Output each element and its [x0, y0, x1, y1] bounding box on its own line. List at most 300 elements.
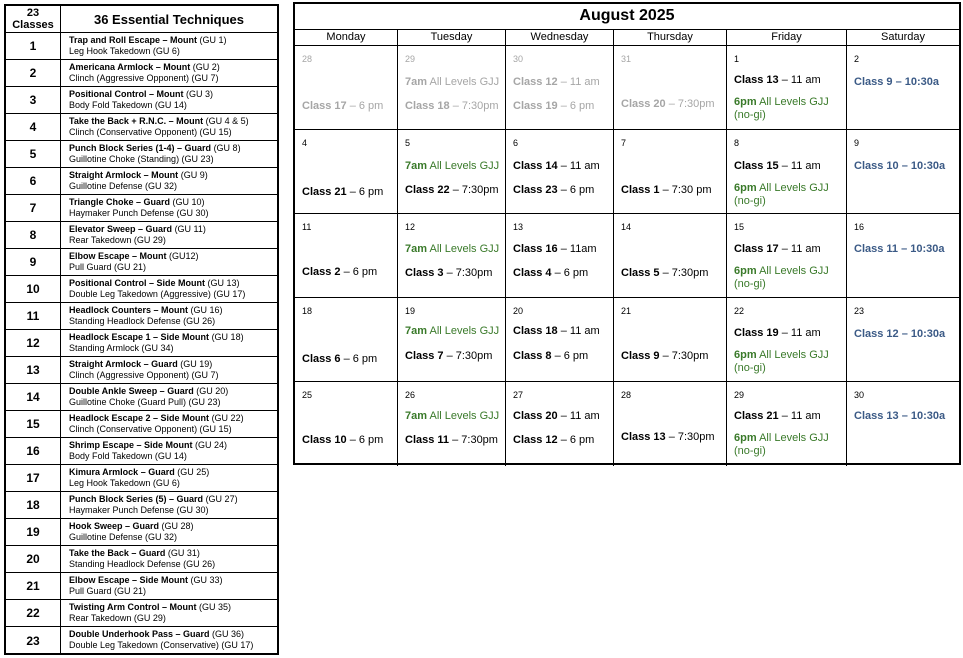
calendar-month-title: August 2025	[295, 4, 959, 30]
technique-row	[6, 492, 277, 519]
event-time: – 6 pm	[346, 186, 384, 198]
event-time: – 11 am	[557, 160, 600, 172]
calendar-day-cell	[506, 214, 614, 297]
technique-primary	[69, 413, 277, 424]
event-label: Class 22	[405, 184, 450, 196]
day-number: 30	[513, 54, 524, 64]
event-time: All Levels GJJ	[427, 410, 500, 422]
technique-class-number: 17	[6, 465, 61, 491]
technique-primary-name: Elbow Escape – Side Mount	[69, 575, 189, 585]
technique-primary-ref: (GU 9)	[180, 170, 208, 180]
calendar-event	[513, 350, 588, 363]
technique-primary	[69, 251, 277, 262]
technique-primary	[69, 89, 277, 100]
calendar-event	[405, 267, 492, 280]
event-time: – 11 am	[778, 74, 821, 86]
calendar-event	[302, 353, 377, 366]
technique-secondary: Pull Guard (GU 21)	[69, 262, 147, 272]
day-number: 9	[854, 138, 860, 148]
calendar-day-cell	[398, 298, 506, 381]
technique-text	[61, 60, 277, 86]
technique-class-number: 12	[6, 330, 61, 356]
day-number: 29	[734, 390, 745, 400]
technique-secondary: Haymaker Punch Defense (GU 30)	[69, 208, 209, 218]
technique-primary-ref: (GU 4 & 5)	[205, 116, 249, 126]
weekday-tuesday: Tuesday	[398, 30, 506, 45]
technique-class-number: 4	[6, 114, 61, 140]
calendar-day-cell	[614, 298, 727, 381]
calendar-event	[734, 96, 829, 109]
class-count-label: Classes	[12, 19, 54, 31]
day-number: 26	[405, 390, 416, 400]
day-number: 18	[302, 306, 313, 316]
technique-row	[6, 114, 277, 141]
technique-row	[6, 411, 277, 438]
calendar-event	[734, 278, 766, 291]
event-time: – 11 am	[778, 160, 821, 172]
technique-class-number: 13	[6, 357, 61, 383]
techniques-title: 36 Essential Techniques	[93, 11, 245, 27]
technique-text	[61, 114, 277, 140]
technique-primary	[69, 467, 277, 478]
calendar-event	[734, 445, 766, 458]
event-label: Class 15	[734, 160, 779, 172]
technique-secondary: Guillotine Defense (GU 32)	[69, 532, 178, 542]
calendar-day-cell	[506, 298, 614, 381]
technique-primary	[69, 62, 277, 73]
technique-primary	[69, 116, 277, 127]
technique-secondary: Standing Headlock Defense (GU 26)	[69, 316, 216, 326]
calendar-day-cell	[727, 298, 847, 381]
event-label: Class 9	[621, 350, 660, 362]
technique-row	[6, 438, 277, 465]
technique-primary-name: Headlock Escape 1 – Side Mount	[69, 332, 210, 342]
calendar-event	[513, 100, 594, 113]
event-time: – 10:30a	[892, 76, 940, 88]
technique-primary-name: Double Underhook Pass – Guard	[69, 629, 210, 639]
technique-primary-ref: (GU 13)	[207, 278, 240, 288]
calendar-event	[405, 243, 499, 256]
day-number: 4	[302, 138, 308, 148]
technique-secondary: Standing Armlock (GU 34)	[69, 343, 174, 353]
technique-class-number: 20	[6, 546, 61, 572]
technique-class-number: 5	[6, 141, 61, 167]
technique-row	[6, 330, 277, 357]
event-label: Class 4	[513, 267, 552, 279]
technique-primary-name: Double Ankle Sweep – Guard	[69, 386, 194, 396]
calendar-day-cell	[727, 46, 847, 129]
calendar-event	[513, 410, 600, 423]
day-number: 2	[854, 54, 860, 64]
technique-primary-ref: (GU 19)	[180, 359, 213, 369]
day-number: 12	[405, 222, 416, 232]
technique-primary-name: Elbow Escape – Mount	[69, 251, 167, 261]
calendar-event	[621, 267, 708, 280]
technique-secondary: Guillotine Choke (Standing) (GU 23)	[69, 154, 214, 164]
calendar-event	[734, 410, 821, 423]
technique-primary-ref: (GU 24)	[195, 440, 228, 450]
calendar-event	[513, 325, 600, 338]
technique-row	[6, 357, 277, 384]
technique-text	[61, 141, 277, 167]
calendar-day-cell	[398, 214, 506, 297]
day-number: 5	[405, 138, 411, 148]
event-label: Class 7	[405, 350, 444, 362]
technique-row	[6, 168, 277, 195]
event-label: Class 12	[513, 434, 558, 446]
calendar-day-cell	[506, 130, 614, 213]
techniques-rows	[6, 33, 277, 654]
event-time: – 7:30pm	[449, 434, 498, 446]
weekday-header	[295, 30, 959, 46]
event-time: – 6 pm	[557, 434, 595, 446]
weekday-saturday: Saturday	[880, 31, 926, 43]
technique-class-number: 3	[6, 87, 61, 113]
calendar-event	[734, 362, 766, 375]
event-label: Class 16	[513, 243, 558, 255]
day-number: 7	[621, 138, 627, 148]
calendar-event	[513, 434, 594, 447]
technique-row	[6, 222, 277, 249]
technique-row	[6, 33, 277, 60]
calendar-event	[854, 243, 945, 256]
technique-primary	[69, 386, 277, 397]
calendar-day-cell	[847, 298, 959, 381]
technique-class-number: 16	[6, 438, 61, 464]
calendar-event	[302, 100, 383, 113]
event-time: – 6 pm	[340, 353, 378, 365]
event-label: Class 23	[513, 184, 558, 196]
technique-primary-name: Kimura Armlock – Guard	[69, 467, 175, 477]
calendar-event	[854, 160, 945, 173]
event-label: Class 9	[854, 76, 893, 88]
technique-primary-ref: (GU 33)	[190, 575, 223, 585]
calendar-event	[734, 243, 821, 256]
day-number: 28	[621, 390, 632, 400]
day-number: 19	[405, 306, 416, 316]
calendar-day-cell	[295, 382, 398, 466]
calendar-day-cell	[295, 130, 398, 213]
event-time: All Levels GJJ	[756, 96, 829, 108]
event-label: Class 13	[854, 410, 899, 422]
technique-primary-ref: (GU 35)	[199, 602, 232, 612]
calendar-day-cell	[847, 130, 959, 213]
technique-row	[6, 60, 277, 87]
technique-primary-name: Twisting Arm Control – Mount	[69, 602, 197, 612]
technique-row	[6, 465, 277, 492]
event-label: Class 19	[513, 100, 558, 112]
event-label: Class 11	[854, 243, 899, 255]
event-label: 6pm	[734, 265, 757, 277]
calendar-event	[405, 350, 492, 363]
calendar-day-cell	[295, 214, 398, 297]
event-time: All Levels GJJ	[427, 76, 500, 88]
technique-primary-ref: (GU12)	[169, 251, 199, 261]
weekday-thursday: Thursday	[614, 30, 727, 45]
technique-secondary: Guillotine Defense (GU 32)	[69, 181, 178, 191]
technique-secondary: Body Fold Takedown (GU 14)	[69, 451, 187, 461]
event-label: 6pm	[734, 182, 757, 194]
event-label: Class 3	[405, 267, 444, 279]
event-label: Class 18	[405, 100, 450, 112]
technique-text	[61, 627, 277, 654]
technique-secondary: Rear Takedown (GU 29)	[69, 235, 166, 245]
technique-text	[61, 465, 277, 491]
event-time: – 7:30pm	[665, 431, 715, 443]
technique-primary	[69, 629, 277, 640]
event-time: – 7:30pm	[659, 267, 709, 279]
calendar-event	[734, 432, 829, 445]
day-number: 25	[302, 390, 313, 400]
technique-secondary: Standing Headlock Defense (GU 26)	[69, 559, 216, 569]
calendar-event	[405, 410, 499, 423]
event-time: – 7:30pm	[443, 350, 493, 362]
technique-primary	[69, 143, 277, 154]
event-label: Class 17	[302, 100, 347, 112]
event-label: 6pm	[734, 432, 757, 444]
techniques-table	[4, 4, 279, 655]
technique-primary-ref: (GU 8)	[213, 143, 241, 153]
technique-row	[6, 600, 277, 627]
day-number: 8	[734, 138, 740, 148]
event-label: Class 5	[621, 267, 660, 279]
technique-class-number: 19	[6, 519, 61, 545]
technique-secondary: Double Leg Takedown (Conservative) (GU 17)	[69, 640, 254, 650]
technique-primary	[69, 170, 277, 181]
technique-row	[6, 573, 277, 600]
technique-primary-name: Positional Control – Mount	[69, 89, 184, 99]
technique-primary-name: Take the Back + R.N.C. – Mount	[69, 116, 204, 126]
technique-text	[61, 33, 277, 59]
technique-secondary: Guillotine Choke (Guard Pull) (GU 23)	[69, 397, 221, 407]
technique-text	[61, 600, 277, 626]
technique-secondary: Rear Takedown (GU 29)	[69, 613, 166, 623]
calendar-day-cell	[847, 46, 959, 129]
event-time: – 6 pm	[551, 350, 589, 362]
technique-primary	[69, 359, 277, 370]
technique-secondary: Clinch (Conservative Opponent) (GU 15)	[69, 424, 232, 434]
calendar-weeks	[295, 46, 959, 466]
calendar-event	[405, 76, 499, 89]
technique-primary-ref: (GU 10)	[172, 197, 205, 207]
technique-text	[61, 222, 277, 248]
technique-primary-ref: (GU 2)	[192, 62, 220, 72]
technique-primary	[69, 494, 277, 505]
technique-primary	[69, 224, 277, 235]
day-number: 28	[302, 54, 313, 64]
weekday-monday: Monday	[295, 30, 398, 45]
technique-secondary: Clinch (Aggressive Opponent) (GU 7)	[69, 73, 219, 83]
technique-class-number: 22	[6, 600, 61, 626]
event-label: Class 12	[854, 328, 899, 340]
technique-primary-name: Straight Armlock – Mount	[69, 170, 179, 180]
technique-row	[6, 303, 277, 330]
technique-text	[61, 195, 277, 221]
event-label: Class 18	[513, 325, 558, 337]
technique-text	[61, 411, 277, 437]
technique-text	[61, 546, 277, 572]
day-number: 22	[734, 306, 745, 316]
technique-primary-name: Shrimp Escape – Side Mount	[69, 440, 193, 450]
day-number: 23	[854, 306, 865, 316]
technique-row	[6, 195, 277, 222]
technique-primary-name: Take the Back – Guard	[69, 548, 166, 558]
technique-primary-ref: (GU 36)	[212, 629, 245, 639]
event-label: 7am	[405, 160, 428, 172]
calendar-day-cell	[727, 214, 847, 297]
technique-secondary: Haymaker Punch Defense (GU 30)	[69, 505, 209, 515]
calendar-day-cell	[614, 130, 727, 213]
event-time: (no-gi)	[734, 278, 766, 290]
technique-secondary: Clinch (Aggressive Opponent) (GU 7)	[69, 370, 219, 380]
event-time: – 10:30a	[898, 410, 946, 422]
technique-class-number: 7	[6, 195, 61, 221]
day-number: 21	[621, 306, 632, 316]
calendar-event	[734, 265, 829, 278]
technique-primary-name: Trap and Roll Escape – Mount	[69, 35, 198, 45]
calendar-event	[405, 184, 499, 197]
calendar-week	[295, 130, 959, 214]
technique-primary-name: Punch Block Series (5) – Guard	[69, 494, 204, 504]
technique-class-number: 2	[6, 60, 61, 86]
event-label: Class 6	[302, 353, 341, 365]
technique-primary-ref: (GU 18)	[211, 332, 244, 342]
event-time: – 10:30a	[898, 243, 945, 255]
technique-primary-ref: (GU 11)	[174, 224, 206, 234]
technique-class-number: 8	[6, 222, 61, 248]
calendar-event	[734, 160, 821, 173]
event-label: Class 10	[302, 434, 347, 446]
technique-primary-ref: (GU 20)	[196, 386, 229, 396]
calendar-event	[854, 76, 939, 89]
technique-primary-ref: (GU 22)	[211, 413, 244, 423]
event-label: Class 21	[302, 186, 347, 198]
calendar-day-cell	[727, 382, 847, 466]
event-time: All Levels GJJ	[756, 349, 829, 361]
weekday-friday: Friday	[727, 30, 847, 45]
event-label: Class 20	[513, 410, 558, 422]
technique-primary	[69, 35, 277, 46]
event-time: All Levels GJJ	[756, 182, 829, 194]
event-time: – 7:30pm	[665, 98, 715, 110]
event-time: All Levels GJJ	[756, 265, 829, 277]
event-label: Class 11	[405, 434, 450, 446]
event-time: – 6 pm	[557, 184, 595, 196]
day-number: 15	[734, 222, 745, 232]
calendar-day-cell	[847, 382, 959, 466]
calendar-event	[513, 76, 600, 89]
event-time: – 6 pm	[346, 100, 384, 112]
calendar-day-cell	[614, 46, 727, 129]
calendar-event	[405, 100, 499, 113]
event-label: Class 12	[513, 76, 558, 88]
technique-primary-name: Triangle Choke – Guard	[69, 197, 171, 207]
calendar-event	[734, 349, 829, 362]
event-label: Class 2	[302, 266, 341, 278]
event-time: All Levels GJJ	[756, 432, 829, 444]
event-label: 6pm	[734, 349, 757, 361]
event-time: – 7:30pm	[449, 184, 499, 196]
event-label: Class 10	[854, 160, 899, 172]
technique-class-number: 15	[6, 411, 61, 437]
event-time: All Levels GJJ	[427, 325, 500, 337]
calendar-event	[734, 74, 821, 87]
technique-primary	[69, 548, 277, 559]
calendar-day-cell	[727, 130, 847, 213]
technique-class-number: 10	[6, 276, 61, 302]
technique-primary	[69, 305, 277, 316]
class-count: 23	[26, 7, 40, 19]
event-time: – 11 am	[557, 410, 600, 422]
event-time: – 11 am	[778, 327, 821, 339]
technique-text	[61, 384, 277, 410]
event-time: – 7:30pm	[659, 350, 709, 362]
event-label: Class 21	[734, 410, 779, 422]
day-number: 16	[854, 222, 865, 232]
calendar-event	[405, 434, 498, 447]
calendar-event	[302, 186, 383, 199]
calendar-day-cell	[295, 298, 398, 381]
technique-text	[61, 357, 277, 383]
technique-primary-ref: (GU 27)	[205, 494, 238, 504]
technique-class-number: 21	[6, 573, 61, 599]
august-calendar	[293, 2, 961, 465]
event-label: 6pm	[734, 96, 757, 108]
event-time: – 11 am	[778, 243, 821, 255]
calendar-day-cell	[398, 46, 506, 129]
technique-secondary: Clinch (Conservative Opponent) (GU 15)	[69, 127, 232, 137]
event-time: – 7:30 pm	[659, 184, 712, 196]
technique-row	[6, 519, 277, 546]
calendar-day-cell	[398, 382, 506, 466]
technique-primary-name: Positional Control – Side Mount	[69, 278, 205, 288]
event-time: All Levels GJJ	[427, 160, 500, 172]
event-time: – 7:30pm	[443, 267, 493, 279]
day-number: 29	[405, 54, 416, 64]
technique-secondary: Pull Guard (GU 21)	[69, 586, 147, 596]
technique-primary-name: Punch Block Series (1-4) – Guard	[69, 143, 212, 153]
technique-primary	[69, 521, 277, 532]
day-number: 31	[621, 54, 632, 64]
technique-row	[6, 87, 277, 114]
event-label: Class 20	[621, 98, 666, 110]
day-number: 6	[513, 138, 519, 148]
class-count-header	[6, 6, 61, 32]
weekday-wednesday: Wednesday	[506, 30, 614, 45]
calendar-event	[513, 160, 600, 173]
calendar-week	[295, 46, 959, 130]
calendar-day-cell	[614, 382, 727, 466]
technique-text	[61, 303, 277, 329]
day-number: 1	[734, 54, 740, 64]
event-label: Class 13	[734, 74, 779, 86]
technique-row	[6, 384, 277, 411]
calendar-event	[621, 350, 708, 363]
calendar-event	[621, 431, 715, 444]
technique-class-number: 14	[6, 384, 61, 410]
techniques-header	[6, 6, 277, 33]
event-time: All Levels GJJ	[427, 243, 500, 255]
technique-text	[61, 168, 277, 194]
technique-primary-ref: (GU 1)	[199, 35, 227, 45]
technique-text	[61, 438, 277, 464]
calendar-event	[621, 184, 712, 197]
technique-row	[6, 627, 277, 654]
technique-primary-ref: (GU 28)	[161, 521, 194, 531]
day-number: 20	[513, 306, 524, 316]
technique-row	[6, 249, 277, 276]
calendar-week	[295, 382, 959, 466]
